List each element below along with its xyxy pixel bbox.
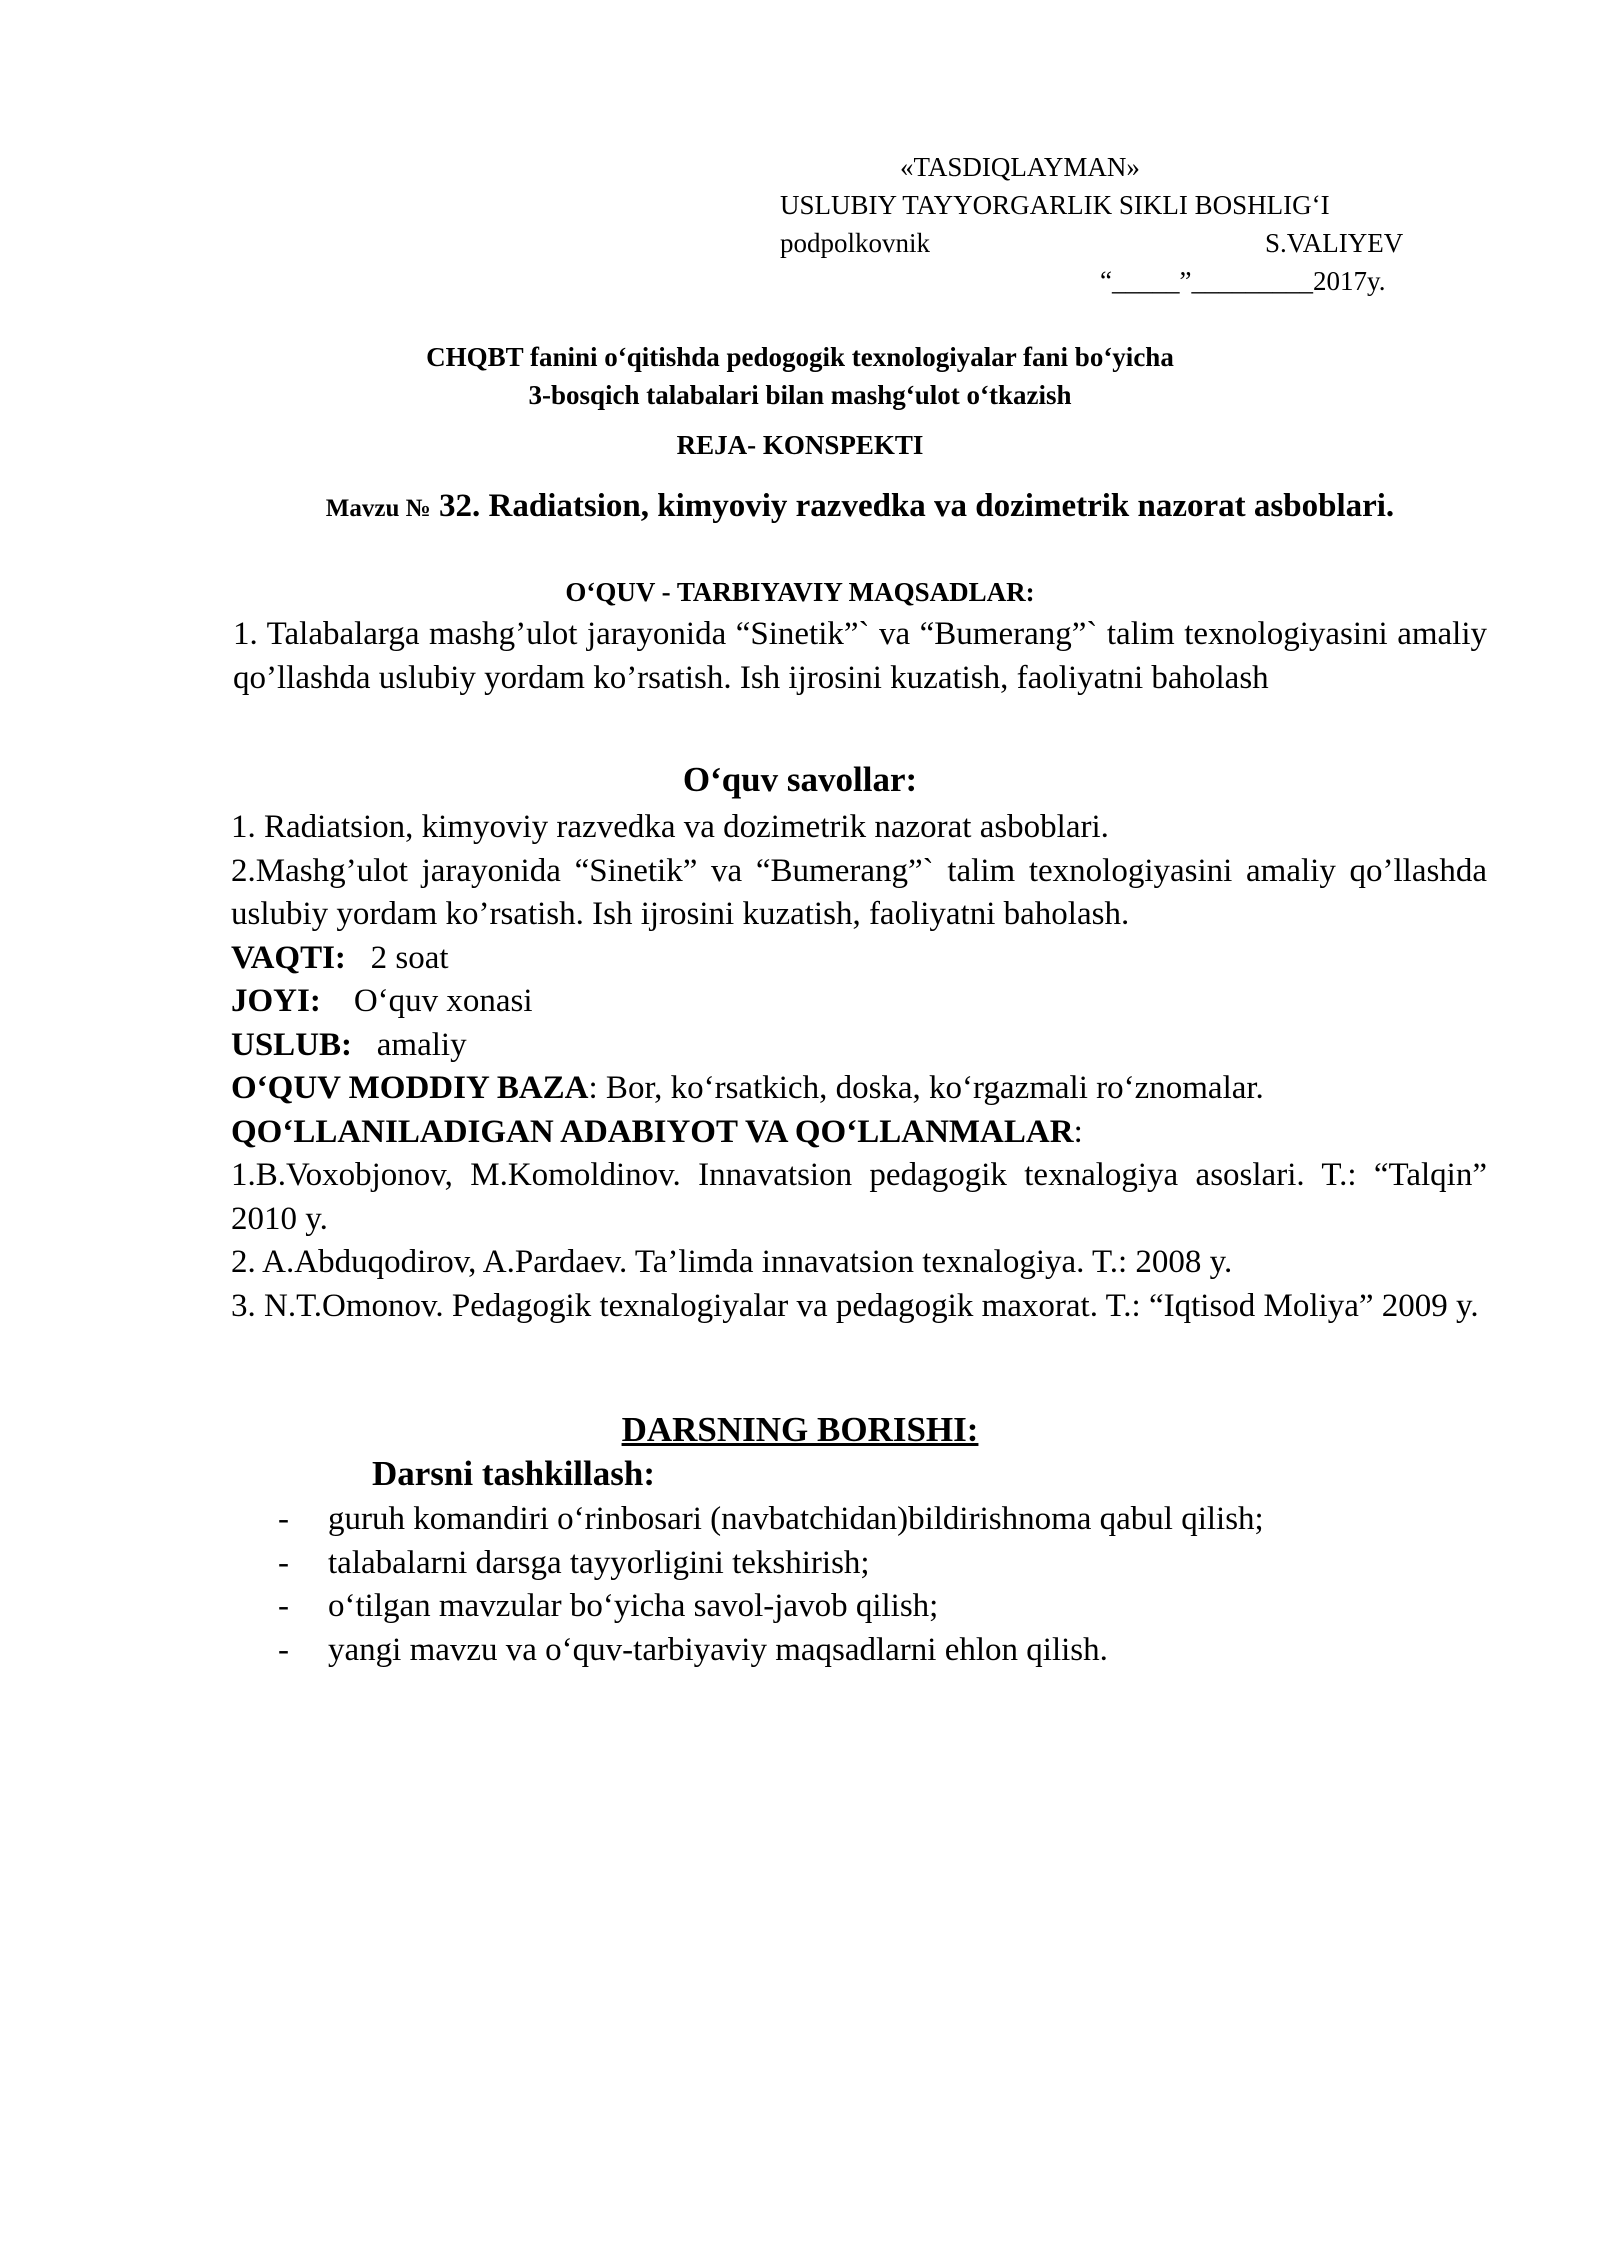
approval-block [780,148,1480,300]
approval-date: “_____”_________2017y. [1100,266,1386,296]
subject-heading [0,338,1600,414]
topic-prefix: Mavzu № [325,495,431,522]
list-item [278,1542,1478,1586]
approval-stamp: «TASDIQLAYMAN» [900,152,1140,182]
goals-heading: O‘QUV - TARBIYAVIY MAQSADLAR: [565,577,1035,607]
base-value: : Bor, ko‘rsatkich, doska, ko‘rgazmali ro‘znomalar. [588,1070,1264,1106]
goals-text: 1. Talabalarga mashg’ulot jarayonida “Sinetik”` va “Bumerang”` talim texnologiyasini amaliy qo’llashda uslubiy yordam ko’rsatish. Ish ijrosini kuzatish, faoliyatni baholash [233,616,1487,696]
question-item-1: 1. Radiatsion, kimyoviy razvedka va dozimetrik nazorat asboblari. [231,809,1109,845]
approval-position: USLUBIY TAYYORGARLIK SIKLI BOSHLIG‘I [780,190,1330,220]
base-row [231,1067,1487,1111]
list-item [278,1585,1478,1629]
main-content [231,806,1487,1328]
place-value: O‘quv xonasi [353,983,533,1019]
approval-name: S.VALIYEV [1265,228,1404,258]
lesson-steps-list [278,1498,1478,1672]
step-text: yangi mavzu va o‘quv-tarbiyaviy maqsadlarni ehlon qilish. [328,1631,1108,1668]
approval-signatory [780,224,1480,262]
literature-item-3: 3. N.T.Omonov. Pedagogik texnalogiyalar va pedagogik maxorat. T.: “Iqtisod Moliya” 2009 y. [231,1287,1479,1324]
time-value: 2 soat [370,939,449,976]
list-item [278,1629,1478,1673]
bullet-dash: - [278,1631,289,1668]
time-row [231,937,1487,981]
question-item-2: 2.Mashg’ulot jarayonida “Sinetik” va “Bumerang”` talim texnologiyasini amaliy qo’llashda uslubiy yordam ko’rsatish. Ish ijrosini kuzatish, faoliyatni baholash. [231,852,1487,932]
lesson-subheading: Darsni tashkillash: [372,1454,655,1493]
time-label: VAQTI: [231,939,346,976]
subject-line-2: 3-bosqich talabalari bilan mashg‘ulot o‘tkazish [528,380,1072,410]
document-type: REJA- KONSPEKTI [676,430,924,460]
literature-colon: : [1073,1113,1083,1150]
lesson-heading: DARSNING BORISHI: [621,1410,979,1449]
subject-line-1: CHQBT fanini o‘qitishda pedogogik texnologiyalar fani bo‘yicha [426,342,1174,372]
step-text: o‘tilgan mavzular bo‘yicha savol-javob qilish; [328,1588,939,1624]
literature-heading-row [231,1111,1487,1155]
place-label: JOYI: [231,983,321,1019]
method-value: amaliy [376,1026,467,1063]
topic-text: 32. Radiatsion, kimyoviy razvedka va dozimetrik nazorat asboblari. [439,488,1395,524]
topic-title [0,488,1600,525]
base-label: O‘QUV MODDIY BAZA [231,1070,589,1106]
literature-item-2: 2. A.Abduqodirov, A.Pardaev. Ta’limda innavatsion texnalogiya. T.: 2008 y. [231,1244,1233,1280]
literature-label: QO‘LLANILADIGAN ADABIYOT VA QO‘LLANMALAR [231,1113,1074,1150]
list-item [278,1498,1478,1542]
bullet-dash: - [278,1501,289,1537]
method-row [231,1024,1487,1068]
questions-heading: O‘quv savollar: [682,760,918,799]
literature-item-1: 1.B.Voxobjonov, M.Komoldinov. Innavatsion pedagogik texnalogiya asoslari. T.: “Talqin” 2010 y. [231,1157,1487,1237]
step-text: guruh komandiri o‘rinbosari (navbatchidan)bildirishnoma qabul qilish; [328,1501,1264,1537]
approval-rank: podpolkovnik [780,228,931,258]
place-row [231,980,1487,1024]
bullet-dash: - [278,1544,289,1581]
step-text: talabalarni darsga tayyorligini tekshirish; [328,1544,870,1581]
bullet-dash: - [278,1588,289,1624]
method-label: USLUB: [231,1026,353,1063]
